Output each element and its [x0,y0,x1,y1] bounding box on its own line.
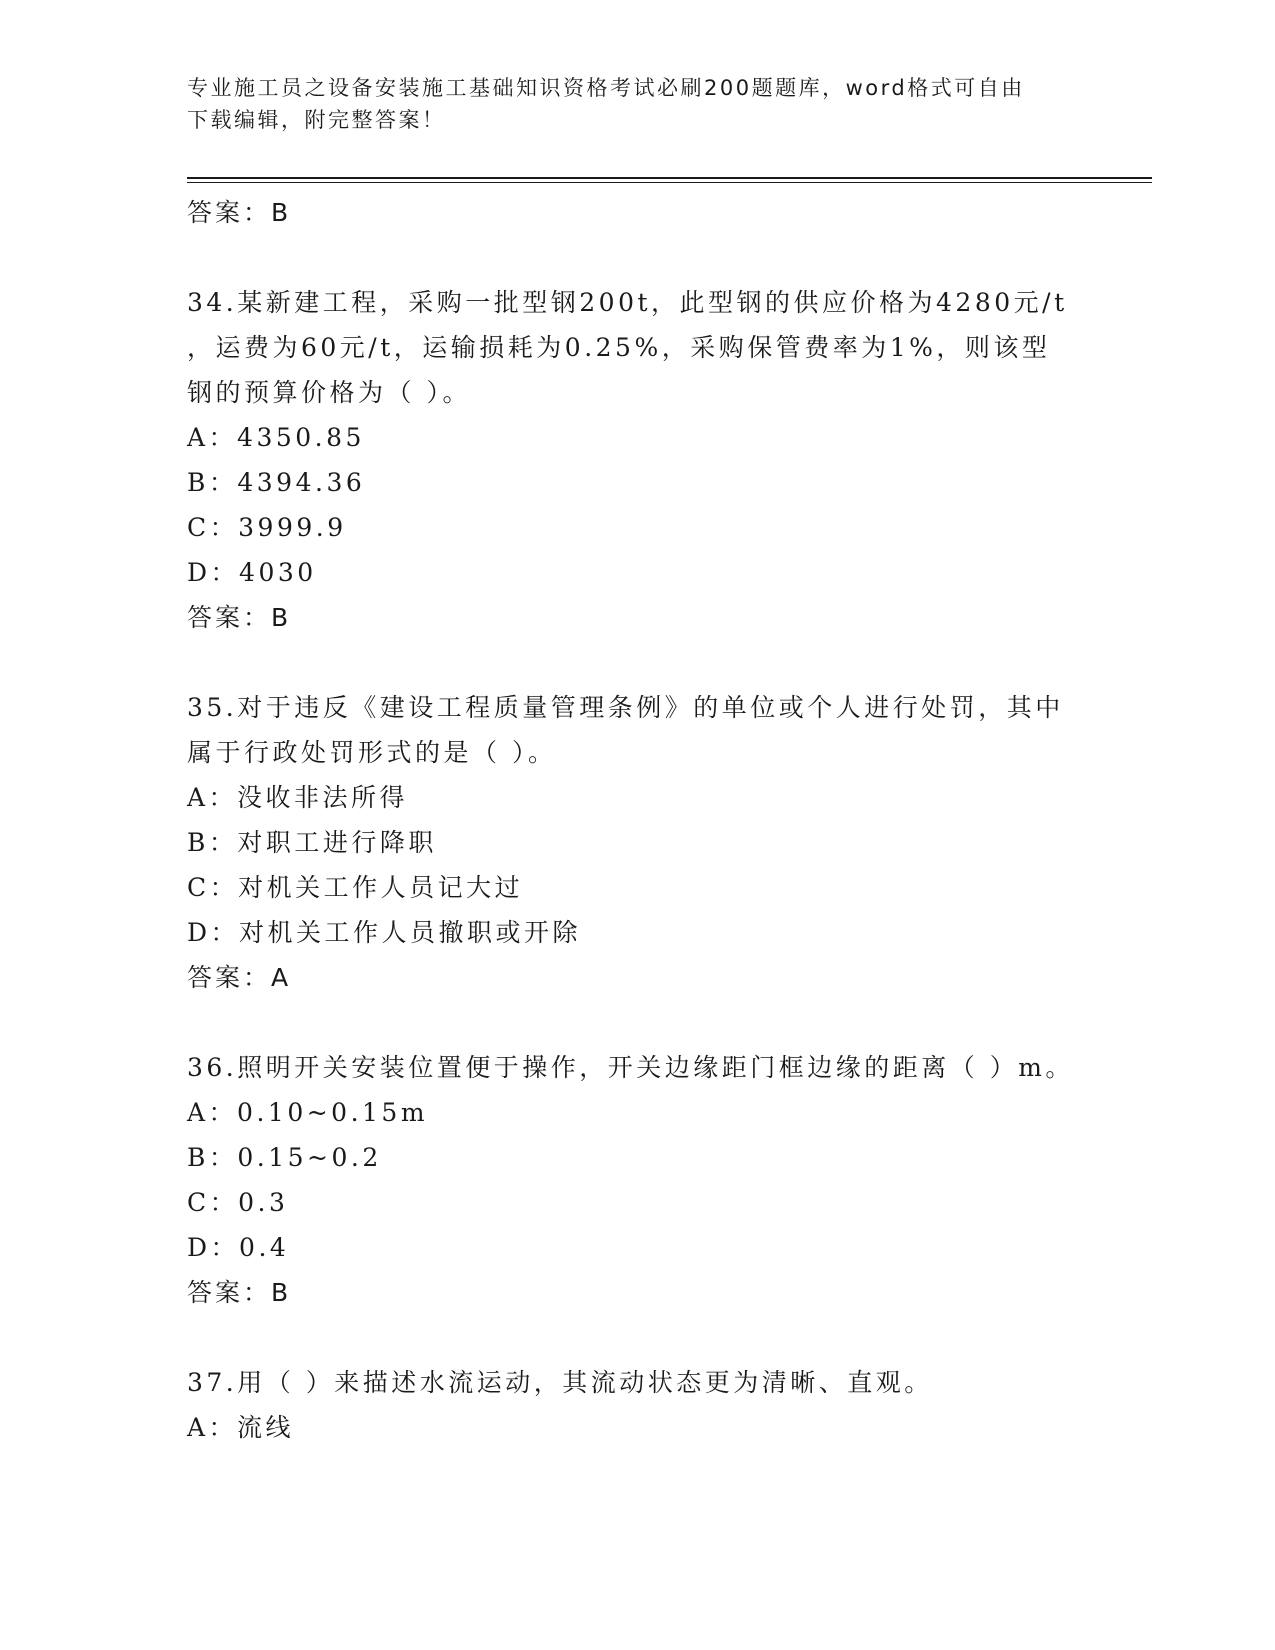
question-stem-line: 钢的预算价格为（ ）。 [187,378,471,407]
answer-line: 答案：B [187,198,292,227]
answer-line: 答案：A [187,963,292,992]
question-stem-line: 36.照明开关安装位置便于操作，开关边缘距门框边缘的距离（ ）m。 [187,1053,1074,1082]
question-block [187,1360,1087,1450]
question-block [187,280,1087,641]
question-stem-line: 属于行政处罚形式的是（ ）。 [187,738,557,767]
question-stem [187,1360,1087,1405]
question-stem [187,685,1087,775]
option-b: B：对职工进行降职 [187,828,437,857]
header-divider-thick [187,177,1152,179]
option-a: A：没收非法所得 [187,783,409,812]
answer-line: 答案：B [187,1278,292,1307]
header-line-2: 下载编辑，附完整答案！ [187,108,446,132]
option-a: A：0.10~0.15m [187,1098,429,1127]
option-d: D：对机关工作人员撤职或开除 [187,918,582,947]
answer-line: 答案：B [187,603,292,632]
option-b: B：4394.36 [187,468,366,497]
option-b: B：0.15~0.2 [187,1143,382,1172]
question-stem [187,1045,1087,1090]
header-line-1: 专业施工员之设备安装施工基础知识资格考试必刷200题题库，word格式可自由 [187,76,1025,100]
option-a: A：4350.85 [187,423,365,452]
option-c: C：3999.9 [187,513,347,542]
question-stem-line: 37.用（ ）来描述水流运动，其流动状态更为清晰、直观。 [187,1368,933,1397]
option-d: D：4030 [187,558,317,587]
option-c: C：0.3 [187,1188,289,1217]
question-stem [187,280,1087,415]
option-a: A：流线 [187,1413,295,1442]
document-header [187,72,1067,136]
question-block [187,685,1087,1001]
question-stem-line: ，运费为60元/t，运输损耗为0.25%，采购保管费率为1%，则该型 [187,333,1051,362]
question-stem-line: 34.某新建工程，采购一批型钢200t，此型钢的供应价格为4280元/t [187,288,1068,317]
question-list [187,190,1087,1450]
option-d: D：0.4 [187,1233,290,1262]
question-stem-line: 35.对于违反《建设工程质量管理条例》的单位或个人进行处罚，其中 [187,693,1064,722]
header-divider-thin [187,182,1152,183]
option-c: C：对机关工作人员记大过 [187,873,524,902]
question-block [187,1045,1087,1316]
